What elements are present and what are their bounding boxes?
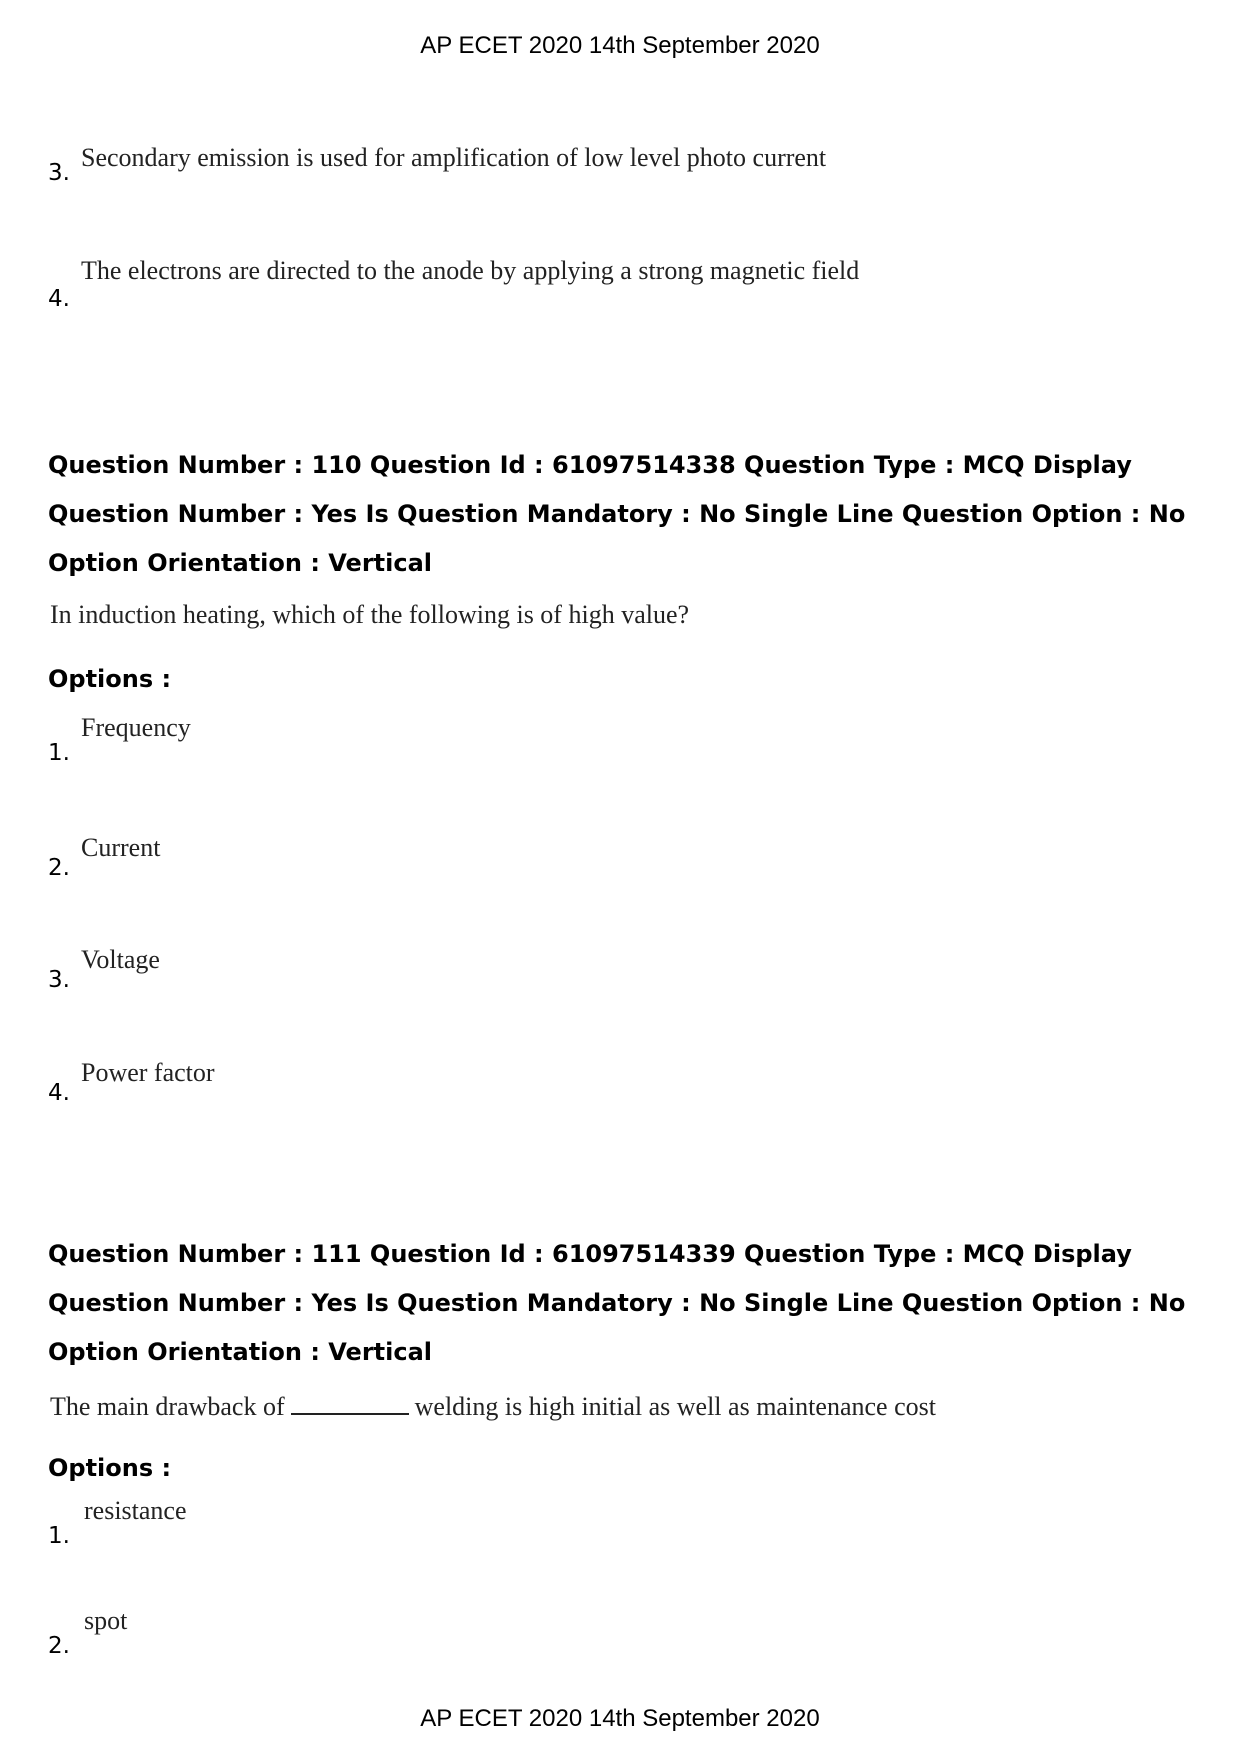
question-110-meta: Question Number : 110 Question Id : 61097514338 Question Type : MCQ Display Question Number : Yes Is Question Mandatory : No Single Line Question Option : No Option Orientation : Vertical: [48, 451, 1186, 577]
option-number: 1.: [48, 740, 70, 766]
page-footer: AP ECET 2020 14th September 2020: [420, 1705, 820, 1732]
option-text: spot: [84, 1606, 128, 1635]
question-111-text-before: The main drawback of: [50, 1392, 285, 1421]
option-number: 4.: [48, 1080, 70, 1106]
option-number: 1.: [48, 1523, 70, 1549]
options-label: Options :: [48, 665, 172, 693]
option-number: 2.: [48, 855, 70, 881]
option-text: Secondary emission is used for amplification of low level photo current: [81, 143, 827, 172]
page-header: AP ECET 2020 14th September 2020: [420, 32, 820, 59]
question-111-text: [50, 1392, 936, 1422]
option-text: Voltage: [81, 945, 160, 974]
option-number: 4.: [48, 286, 70, 312]
option-text: Frequency: [81, 713, 191, 742]
option-text: Current: [81, 833, 161, 862]
option-text: The electrons are directed to the anode by applying a strong magnetic field: [81, 256, 860, 285]
option-number: 3.: [48, 967, 70, 993]
option-text: resistance: [84, 1496, 187, 1525]
answer-blank: [291, 1393, 409, 1415]
options-label: Options :: [48, 1454, 172, 1482]
option-number: 3.: [48, 160, 70, 186]
option-number: 2.: [48, 1633, 70, 1659]
option-text: Power factor: [81, 1058, 215, 1087]
question-110-text: In induction heating, which of the following is of high value?: [50, 600, 690, 629]
question-111-meta: Question Number : 111 Question Id : 61097514339 Question Type : MCQ Display Question Number : Yes Is Question Mandatory : No Single Line Question Option : No Option Orientation : Vertical: [48, 1240, 1186, 1366]
question-111-text-after: welding is high initial as well as maintenance cost: [414, 1392, 936, 1421]
